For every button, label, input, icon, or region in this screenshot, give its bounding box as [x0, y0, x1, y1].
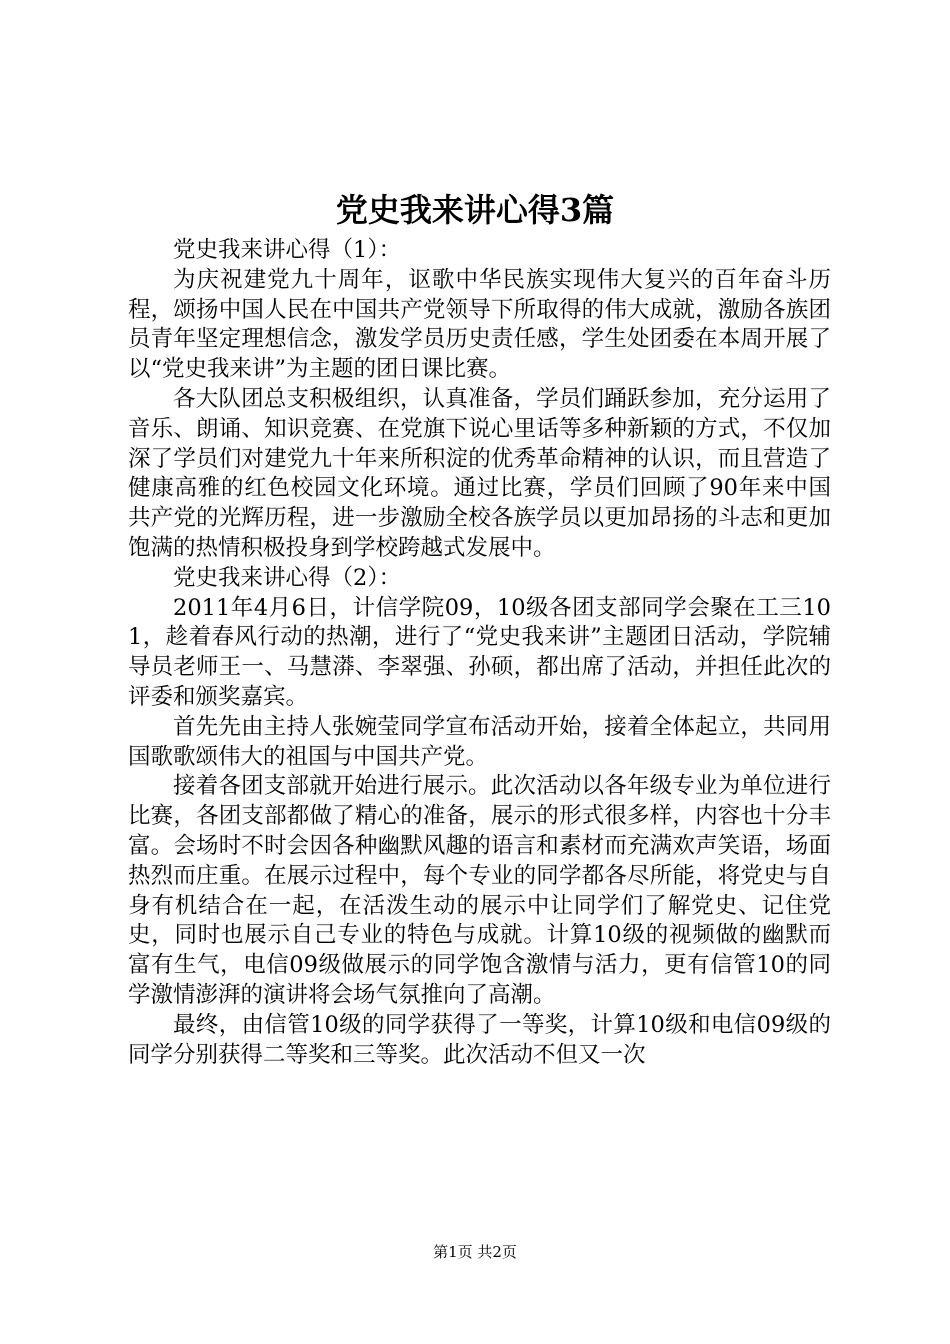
paragraph: 接着各团支部就开始进行展示。此次活动以各年级专业为单位进行比赛，各团支部都做了精心的准备，展示的形式很多样，内容也十分丰富。会场时不时会因各种幽默风趣的语言和素材而充满欢声笑语，场面热烈而庄重。在展示过程中，每个专业的同学都各尽所能，将党史与自身有机结合在一起，在活泼生动的展示中让同学们了解党史、记住党史，同时也展示自己专业的特色与成就。计算10级的视频做的幽默而富有生气，电信09级做展示的同学饱含激情与活力，更有信管10的同学激情澎湃的演讲将会场气氛推向了高潮。	[128, 773, 831, 1008]
section-heading-1: 党史我来讲心得（1）：	[173, 237, 402, 263]
paragraph: 最终，由信管10级的同学获得了一等奖，计算10级和电信09级的同学分别获得二等奖和三等奖。此次活动不但又一次	[128, 1011, 831, 1068]
paragraph: 各大队团总支积极组织，认真准备，学员们踊跃参加，充分运用了音乐、朗诵、知识竞赛、在党旗下说心里话等多种新颖的方式，不仅加深了学员们对建党九十年来所积淀的优秀革命精神的认识，而且营造了健康高雅的红色校园文化环境。通过比赛，学员们回顾了90年来中国共产党的光辉历程，进一步激励全校各族学员以更加昂扬的斗志和更加饱满的热情积极投身到学校跨越式发展中。	[128, 385, 831, 561]
page-footer: 第1页 共2页	[433, 1243, 517, 1261]
section-heading-2: 党史我来讲心得（2）：	[173, 564, 402, 591]
paragraph: 2011年4月6日，计信学院09，10级各团支部同学会聚在工三101，趁着春风行动的热潮，进行了“党史我来讲”主题团日活动，学院辅导员老师王一、马慧漭、李翠强、孙硕，都出席了活动，并担任此次的评委和颁奖嘉宾。	[128, 594, 831, 710]
document-title: 党史我来讲心得3篇	[335, 191, 615, 229]
document-body	[128, 236, 831, 1070]
paragraph: 首先先由主持人张婉莹同学宣布活动开始，接着全体起立，共同用国歌歌颂伟大的祖国与中国共产党。	[128, 713, 831, 770]
paragraph: 为庆祝建党九十周年，讴歌中华民族实现伟大复兴的百年奋斗历程，颂扬中国人民在中国共产党领导下所取得的伟大成就，激励各族团员青年坚定理想信念，激发学员历史责任感，学生处团委在本周开展了以“党史我来讲”为主题的团日课比赛。	[128, 266, 831, 383]
